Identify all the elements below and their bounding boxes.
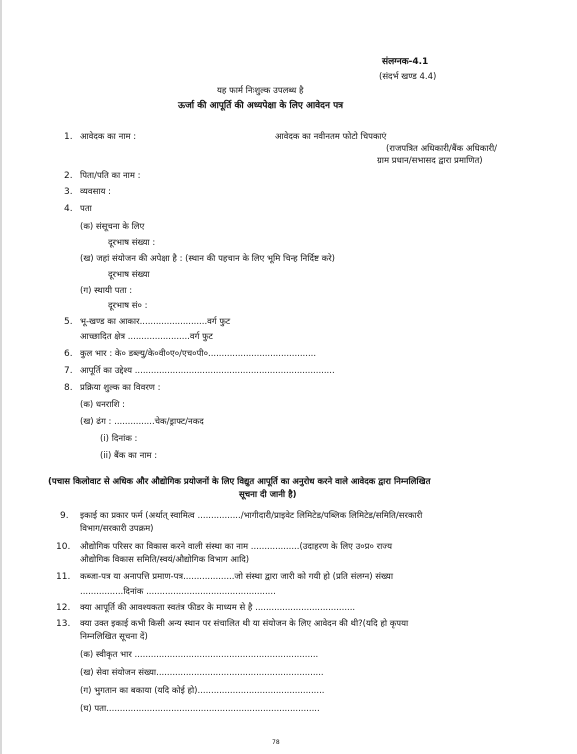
address-permanent-phone: दूरभाष सं० : bbox=[108, 301, 148, 311]
covered-area-label: आच्छादित क्षेत्र .......................वर्ग फुट bbox=[80, 332, 213, 342]
fee-date: (i) दिनांक : bbox=[100, 434, 138, 444]
applicant-name-label: आवेदक का नाम : bbox=[80, 132, 137, 142]
father-husband-name-label: पिता/पति का नाम : bbox=[80, 171, 141, 181]
possession-letter-label: कब्जा-पत्र या अनापत्ति प्रमाण-पत्र...................जो संस्था द्वारा जारी को गयी हो (प्रति संलग्न) संख्या bbox=[80, 572, 394, 582]
developer-agency-continued: औद्योगिक विकास समिति/स्वयं/औद्योगिक विभाग आदि) bbox=[80, 555, 250, 565]
item-6-number: 6. bbox=[64, 349, 73, 359]
occupation-label: व्यवसाय : bbox=[80, 187, 112, 197]
fee-bank-name: (ii) बैंक का नाम : bbox=[100, 451, 158, 461]
unit-type-continued: विभाग/सरकारी उपक्रम) bbox=[80, 524, 154, 534]
address-connection-phone: दूरभाष संख्या bbox=[108, 270, 150, 280]
previous-operation-label: क्या उक्त इकाई कभी किसी अन्य स्थान पर संचालित थी या संयोजन के लिए आवेदन की थी?(यदि हो कृपया bbox=[80, 619, 409, 629]
photo-note-line-1: आवेदक का नवीनतम फोटो चिपकाएं bbox=[275, 132, 387, 142]
possession-letter-continued: ................दिनांक ................................................ bbox=[80, 587, 276, 597]
item-10-number: 10. bbox=[56, 542, 71, 552]
independent-feeder-label: क्या आपूर्ति की आवश्यकता स्वतंत्र फीडर के माध्यम से है ..................................... bbox=[80, 603, 356, 613]
page-number: 78 bbox=[272, 739, 280, 746]
item-4-number: 4. bbox=[64, 204, 73, 214]
section-reference: (संदर्भ खण्ड 4.4) bbox=[379, 72, 437, 82]
address-label: पता bbox=[80, 204, 92, 214]
total-load-label: कुल भार : के० डब्ल्यु/के०वी०ए०/एच०पी०........................................ bbox=[80, 349, 317, 359]
free-form-note: यह फार्म निःशुल्क उपलब्ध है bbox=[217, 86, 304, 96]
fee-amount: (क) धनराशि : bbox=[80, 400, 126, 410]
annex-label: संलग्नक-4.1 bbox=[382, 57, 429, 67]
notice-line-1: (पचास किलोवाट से अधिक और औद्योगिक प्रयोजनों के लिए विद्युत आपूर्ति का अनुरोध करने वाले आवेदक द्वारा निम्नलिखित bbox=[48, 477, 431, 487]
item-11-number: 11. bbox=[56, 572, 71, 582]
sanctioned-load: (क) स्वीकृत भार .................................................................... bbox=[80, 650, 319, 660]
address-connection-site: (ख) जहां संयोजन की अपेक्षा है : (स्थान की पहचान के लिए भूमि चिन्ह निर्दिष्ट करे) bbox=[80, 254, 335, 264]
item-7-number: 7. bbox=[64, 366, 73, 376]
photo-note-line-2: (राजपत्रित अधिकारी/बैंक अधिकारी/ bbox=[386, 144, 498, 154]
item-12-number: 12. bbox=[56, 603, 71, 613]
item-5-number: 5. bbox=[64, 317, 73, 327]
previous-address: (घ) पता............................................................................... bbox=[80, 704, 320, 714]
notice-line-2: सूचना दी जानी है) bbox=[239, 490, 297, 500]
form-title: ऊर्जा की आपूर्ति की अध्यपेक्षा के लिए आवेदन पत्र bbox=[178, 101, 344, 111]
item-3-number: 3. bbox=[64, 187, 73, 197]
address-permanent: (ग) स्थायी पता : bbox=[80, 286, 133, 296]
scan-edge bbox=[0, 0, 2, 754]
service-connection-number: (ख) सेवा संयोजन संख्या.............................................................. bbox=[80, 668, 324, 678]
item-1-number: 1. bbox=[64, 132, 73, 142]
address-communication-phone: दूरभाष संख्या : bbox=[108, 238, 156, 248]
item-8-number: 8. bbox=[64, 383, 73, 393]
plot-size-label: भू-खण्ड का आकार.........................वर्ग फुट bbox=[80, 317, 231, 327]
fee-mode: (ख) ढंग : ...............चेक/ड्राफ्ट/नकद bbox=[80, 417, 204, 427]
outstanding-payment: (ग) भुगतान का बकाया (यदि कोई हो)............................................... bbox=[80, 686, 325, 696]
previous-operation-continued: निम्नलिखित सूचना दें) bbox=[80, 632, 148, 642]
address-communication: (क) संसूचना के लिए bbox=[80, 222, 145, 232]
processing-fee-label: प्रक्रिया शुल्क का विवरण : bbox=[80, 383, 161, 393]
item-2-number: 2. bbox=[64, 171, 73, 181]
supply-purpose-label: आपूर्ति का उद्देश्य .......................................................................... bbox=[80, 366, 335, 376]
unit-type-label: इकाई का प्रकार फर्म (अर्थात् स्वामित्व ................/भागीदारी/प्राइवेट लिमिटेड/पब्लिक लिमिटेड/समिति/सरकारी bbox=[80, 511, 423, 521]
item-9-number: 9. bbox=[60, 511, 69, 521]
developer-agency-label: औद्योगिक परिसर का विकास करने वाली संस्था का नाम ..................(उदाहरण के लिए उ०प्र० राज्य bbox=[80, 542, 393, 552]
photo-note-line-3: ग्राम प्रधान/सभासद द्वारा प्रमाणित) bbox=[377, 156, 483, 166]
item-13-number: 13. bbox=[56, 619, 71, 629]
